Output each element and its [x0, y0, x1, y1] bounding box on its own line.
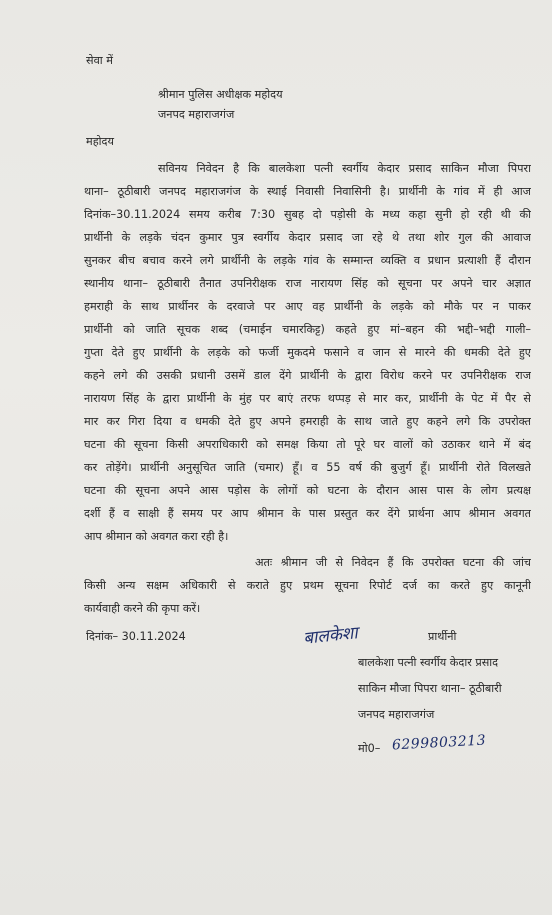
salutation-to: सेवा में — [86, 54, 113, 67]
signature: बालकेशा — [302, 623, 359, 649]
body-line: आप श्रीमान को अवगत करा रही है। — [84, 530, 229, 543]
body-line: दिनांक–30.11.2024 समय करीब 7:30 सुबह दो पड़ोसी के मध्य कहा सुनी हो रही थी की — [84, 208, 531, 221]
request-line: अतः श्रीमान जी से निवेदन हैं कि उपरोक्त घटना की जांच — [255, 556, 531, 569]
request-line: कार्यवाही करने की कृपा करें। — [84, 602, 201, 615]
date-line: दिनांक– 30.11.2024 — [86, 630, 186, 643]
body-line: गुप्ता देते हुए प्रार्थीनी के लड़के को फर्जी मुकदमे फसाने व जान से मारने की धमकी देते हुए — [84, 346, 531, 359]
body-line: हमराही के साथ प्रार्थीनर के दरवाजे पर आए वह प्रार्थीनी के लड़के को मौके पर न पाकर — [84, 300, 531, 313]
sender-name-line: बालकेशा पत्नी स्वर्गीय केदार प्रसाद — [358, 656, 499, 669]
recipient-title: श्रीमान पुलिस अधीक्षक महोदय — [158, 88, 283, 101]
body-line: नारायण सिंह के द्वारा प्रार्थीनी के मुंह पर बाएं तरफ थप्पड़ से मार कर, प्रार्थीनी के पेट में पैर से — [84, 392, 531, 405]
body-line: कहने लगे की उसकी प्रधानी उसमें डाल देंगे प्रार्थीनी के द्वारा विरोध करने पर उपनिरीक्षक राज — [84, 369, 531, 382]
body-line: स्थानीय थाना– ठूठीबारी तैनात उपनिरीक्षक राज नारायण सिंह को सूचना पर अपने चार अज्ञात — [84, 277, 531, 290]
applicant-label: प्रार्थीनी — [428, 630, 457, 643]
recipient-district: जनपद महाराजगंज — [158, 108, 235, 121]
body-line: घटना की सूचना अपने आस पड़ोस के लोगों को घटना के दौरान आस पास के लोग प्रत्यक्ष — [84, 484, 531, 497]
body-line: प्रार्थीनी के लड़के चंदन कुमार पुत्र स्वर्गीय केदार प्रसाद जा रहे थे तथा शोर गुल की आवाज — [84, 231, 531, 244]
greeting: महोदय — [86, 135, 114, 148]
body-line: सविनय निवेदन है कि बालकेशा पत्नी स्वर्गीय केदार प्रसाद साकिन मौजा पिपरा — [158, 162, 531, 175]
mobile-number: 6299803213 — [391, 732, 487, 754]
body-line: सुनकर बीच बचाव करने लगे प्रार्थीनी के लड़के गांव के सम्मान्त व्यक्ति व प्रधान प्रत्याशी हैं दौरान — [84, 254, 531, 267]
sender-district-line: जनपद महाराजगंज — [358, 708, 435, 721]
body-line: थाना– ठूठीबारी जनपद महाराजगंज के स्थाई निवासी निवासिनी है। प्रार्थीनी के गांव में ही आज — [84, 185, 531, 198]
body-line: मार कर गिरा दिया व धमकी देते हुए अपने हमराही के साथ जाते हुए कहने लगे कि उपरोक्त — [84, 415, 531, 428]
body-line: दर्शी हैं व साक्षी हैं समय पर आप श्रीमान के पास प्रस्तुत कर देंगे प्रार्थना आप श्रीमान अवगत — [84, 507, 531, 520]
body-line: घटना की सूचना किसी अपराधिकारी को समक्ष किया तो पूरे घर वालों को उठाकर थाने में बंद — [84, 438, 531, 451]
sender-address-line: साकिन मौजा पिपरा थाना– ठूठीबारी — [358, 682, 502, 695]
body-line: कर तोड़ेंगे। प्रार्थीनी अनुसूचित जाति (चमार) हूँ। व 55 वर्ष की बुजुर्ग हूँ। प्रार्थीनी रोते विलखते — [84, 461, 531, 474]
request-line: किसी अन्य सक्षम अधिकारी से कराते हुए प्रथम सूचना रिपोर्ट दर्ज का करते हुए कानूनी — [84, 579, 531, 592]
mobile-label: मो0– — [358, 742, 381, 755]
body-line: प्रार्थीनी को जाति सूचक शब्द (चमाईन चमारकिट्ट) कहते हुए मां–बहन की भद्दी–भद्दी गाली– — [84, 323, 531, 336]
